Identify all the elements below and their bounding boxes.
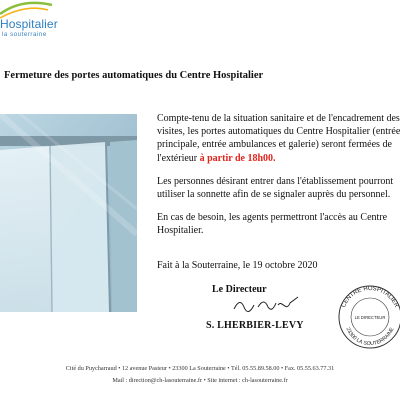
footer-address: Cité du Puycharraud • 12 avenue Pasteur • 23300 La Souterraine • Tél. 05.55.89.58.00 • Fax. 05.55.63.77.31 [65,365,335,372]
logo-subtitle: la souterraine [2,32,47,38]
notice-title: Fermeture des portes automatiques du Centre Hospitalier [4,70,264,81]
notice-body [157,112,400,248]
handwritten-signature [232,293,302,317]
svg-text:23300 LA SOUTERRAINE [345,326,396,347]
notice-paragraph-2: Les personnes désirant entrer dans l'établissement pourront utiliser la sonnette afin de se signaler auprès du personnel. [157,175,394,201]
notice-paragraph-3: En cas de besoin, les agents permettront l'accès au Centre Hospitalier. [157,212,388,237]
paragraph-1-text: Compte-tenu de la situation sanitaire et de l'encadrement des visites, les portes automatiques du Centre Hospitalier (entrée principale, entrée ambulances et galerie) seront fermées de l'extérieur [157,113,400,164]
place-and-date: Fait à la Souterraine, le 19 octobre 2020 [157,260,318,271]
hospital-logo [0,0,70,44]
closing-time-highlight: à partir de 18h00. [199,152,276,164]
official-stamp [335,280,400,350]
notice-paragraph-1 [157,112,400,165]
director-label: Le Directeur [212,284,267,295]
stamp-center-text: LE DIRECTEUR [354,315,386,320]
footer-contact: Mail : direction@ch-lasouterraine.fr • Site internet : ch-lasouterraine.fr [112,377,288,384]
svg-text:CENTRE HOSPITALIER [341,286,399,309]
director-name: S. LHERBIER-LEVY [206,320,304,331]
automatic-door-photo [0,114,137,312]
logo-name: Hospitalier [0,17,58,31]
stamp-top-text: CENTRE HOSPITALIER [340,285,400,309]
stamp-bottom-text: 23300 LA SOUTERRAINE [344,326,396,348]
